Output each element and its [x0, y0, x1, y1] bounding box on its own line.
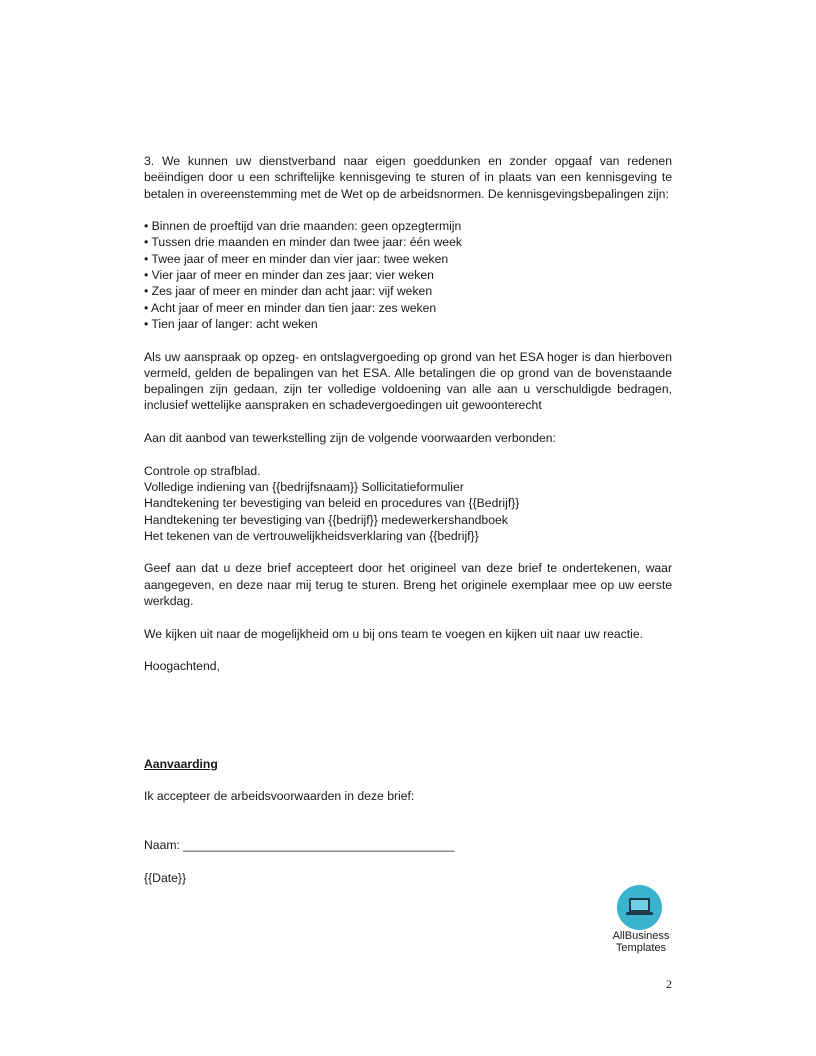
list-item: • Vier jaar of meer en minder dan zes jaar: vier weken: [144, 268, 434, 283]
conditions-intro: Aan dit aanbod van tewerkstelling zijn de volgende voorwaarden verbonden:: [144, 431, 556, 446]
list-item: • Zes jaar of meer en minder dan acht jaar: vijf weken: [144, 284, 433, 299]
logo-circle: [617, 885, 662, 930]
list-item: Het tekenen van de vertrouwelijkheidsverklaring van {{bedrijf}}: [144, 528, 479, 543]
name-signature-line: Naam: ________________________________________: [144, 837, 455, 852]
logo-line-1: AllBusiness: [612, 930, 670, 942]
list-item: Controle op strafblad.: [144, 463, 261, 478]
list-item: Handtekening ter bevestiging van beleid en procedures van {{Bedrijf}}: [144, 496, 520, 511]
logo-wordmark: [604, 930, 678, 954]
laptop-icon: [617, 885, 662, 930]
acceptance-statement: Ik accepteer de arbeidsvoorwaarden in deze brief:: [144, 789, 415, 804]
acceptance-instructions: Geef aan dat u deze brief accepteert door het origineel van deze brief te ondertekenen, waar aangegeven, en deze naar mij terug te sturen. Breng het originele exemplaar mee op uw eerste werkdag.: [144, 561, 672, 609]
esa-paragraph: Als uw aanspraak op opzeg- en ontslagvergoeding op grond van het ESA hoger is dan hierboven vermeld, gelden de bepalingen van het ESA. Alle betalingen die op grond van de bovenstaande bepalingen zijn gedaan, zijn ter volledige voldoening van alle aan u verschuldigde bedragen, inclusief wettelijke aanspraken en schadevergoedingen uit gewoonterecht: [144, 349, 672, 413]
notice-period-list: [144, 218, 672, 332]
logo-line-2: Templates: [615, 942, 667, 954]
conditions-list: [144, 463, 672, 544]
letter-body: [144, 153, 672, 886]
closing-paragraph: We kijken uit naar de mogelijkheid om u bij ons team te voegen en kijken uit naar uw reactie.: [144, 626, 644, 641]
list-item: • Acht jaar of meer en minder dan tien jaar: zes weken: [144, 300, 437, 315]
list-item: • Twee jaar of meer en minder dan vier jaar: twee weken: [144, 251, 449, 266]
closing-salutation: Hoogachtend,: [144, 659, 220, 674]
list-item: • Binnen de proeftijd van drie maanden: geen opzegtermijn: [144, 219, 462, 234]
list-item: Handtekening ter bevestiging van {{bedrijf}} medewerkershandboek: [144, 512, 508, 527]
acceptance-heading: Aanvaarding: [144, 756, 218, 771]
list-item: • Tussen drie maanden en minder dan twee jaar: één week: [144, 235, 462, 250]
list-item: Volledige indiening van {{bedrijfsnaam}} Sollicitatieformulier: [144, 479, 464, 494]
notice-paragraph: 3. We kunnen uw dienstverband naar eigen goeddunken en zonder opgaaf van redenen beëindigen door u een schriftelijke kennisgeving te sturen of in plaats van een kennisgeving te betalen in overeenstemming met de Wet op de arbeidsnormen. De kennisgevingsbepalingen zijn:: [144, 154, 672, 201]
allbusiness-templates-logo: [604, 885, 678, 959]
page-number: 2: [666, 977, 672, 991]
date-placeholder: {{Date}}: [144, 870, 187, 885]
list-item: • Tien jaar of langer: acht weken: [144, 316, 318, 331]
